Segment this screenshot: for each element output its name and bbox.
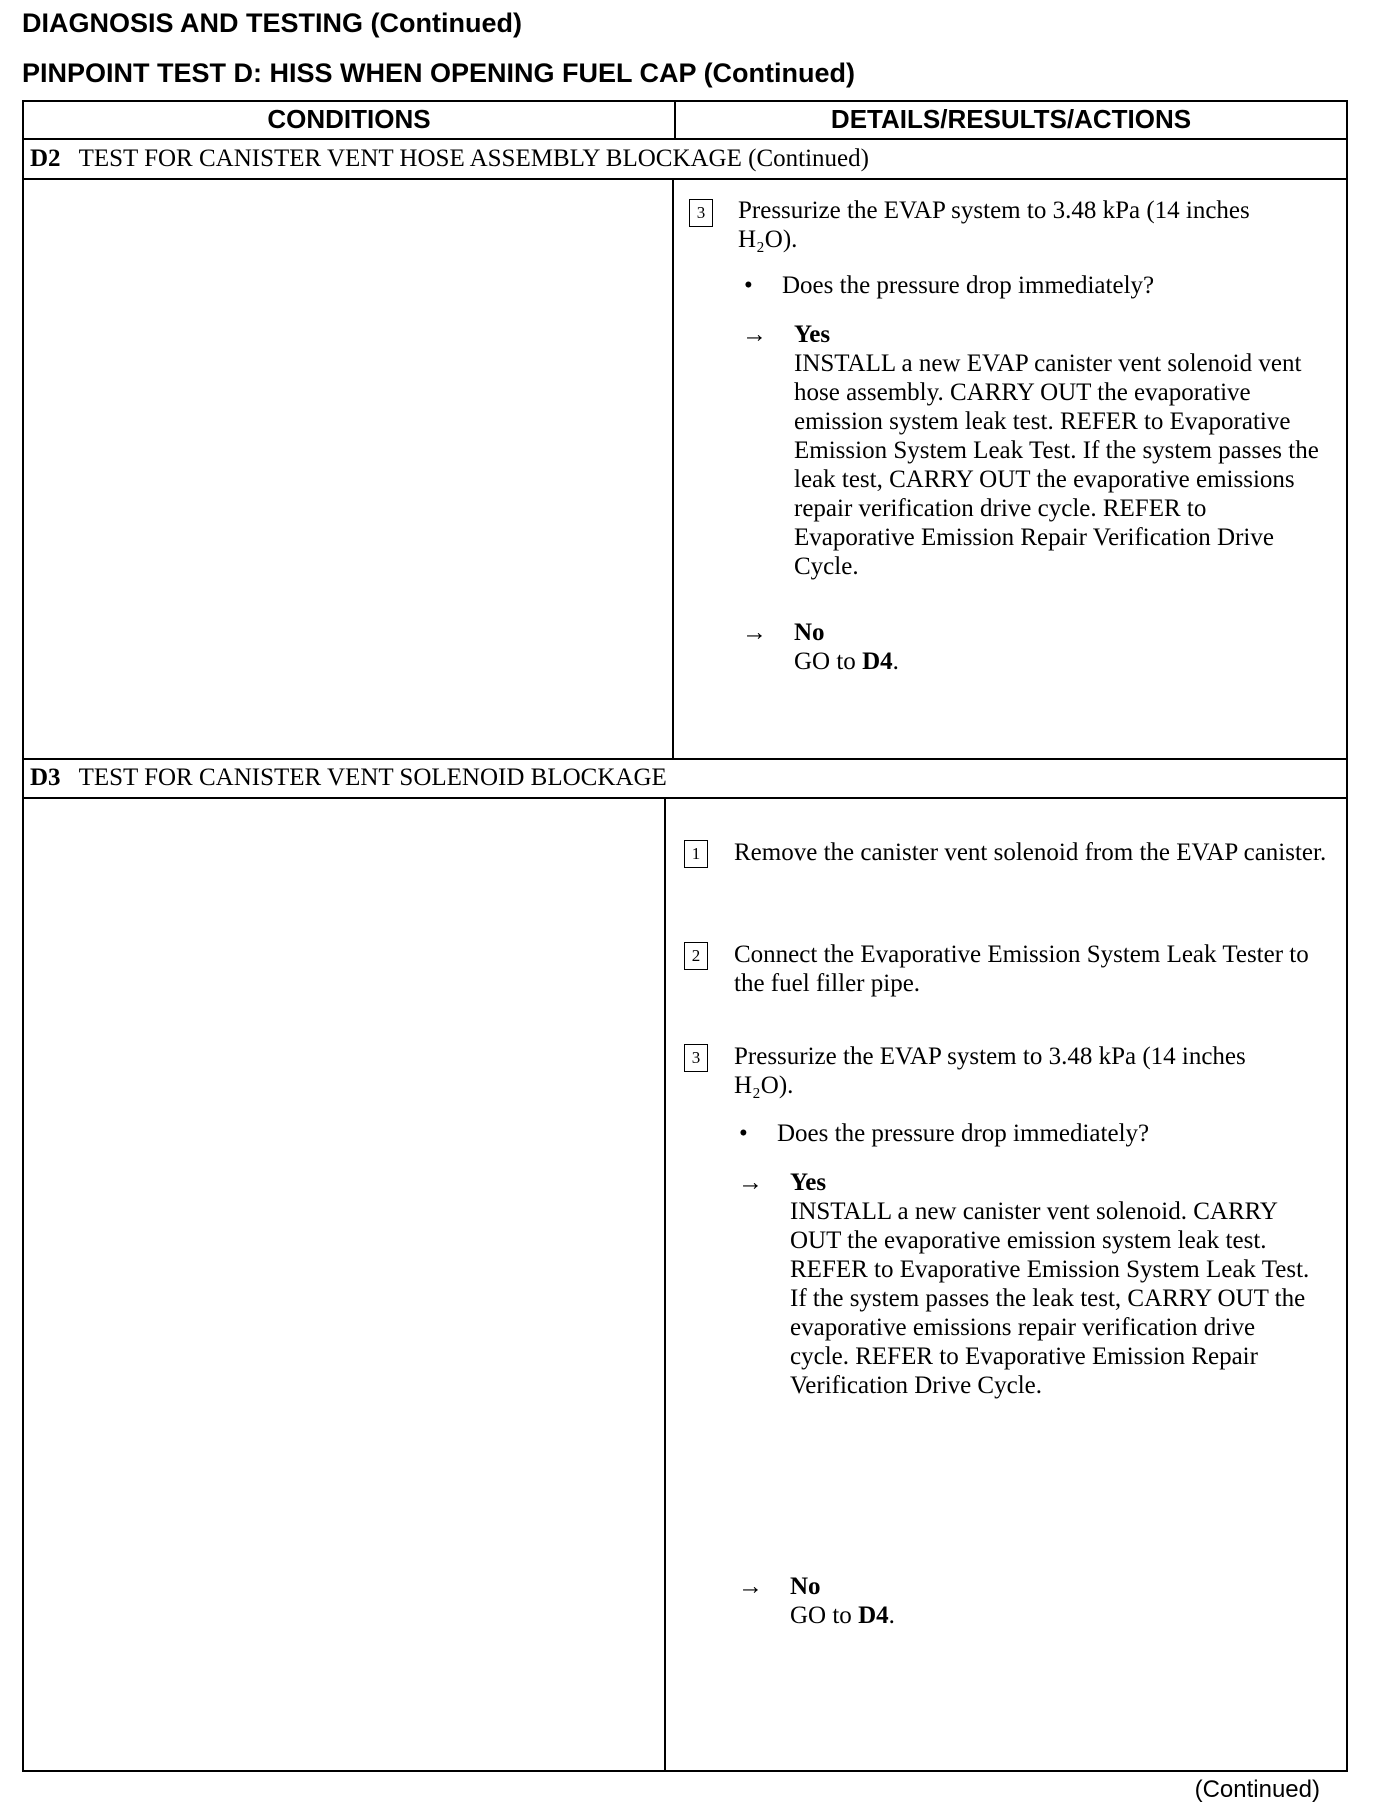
section-d2-rule bbox=[24, 178, 1346, 180]
bullet-icon: • bbox=[739, 1120, 748, 1147]
section-d3-title: TEST FOR CANISTER VENT SOLENOID BLOCKAGE bbox=[78, 764, 667, 791]
step-text: Pressurize the EVAP system to 3.48 kPa (14 inches H₂O). bbox=[738, 197, 1250, 253]
no-label: No bbox=[790, 1573, 821, 1600]
arrow-right-icon: → bbox=[738, 1573, 763, 1600]
section-d3-rule bbox=[24, 797, 1346, 799]
step-number-box: 1 bbox=[684, 840, 708, 868]
no-action-target: D4 bbox=[862, 648, 893, 675]
step-text: Connect the Evaporative Emission System Leak Tester to the fuel filler pipe. bbox=[734, 941, 1309, 997]
diagnosis-table bbox=[22, 100, 1348, 1772]
section-d2-divider bbox=[672, 178, 674, 758]
no-action-text: GO to bbox=[794, 648, 863, 675]
section-d3-header bbox=[30, 764, 667, 792]
header-rule bbox=[24, 138, 1346, 140]
pinpoint-test-title: PINPOINT TEST D: HISS WHEN OPENING FUEL CAP (Continued) bbox=[22, 58, 856, 88]
column-header-details: DETAILS/RESULTS/ACTIONS bbox=[830, 104, 1192, 134]
arrow-right-icon: → bbox=[742, 321, 767, 348]
yes-action-text: INSTALL a new EVAP canister vent solenoid vent hose assembly. CARRY OUT the evaporative emission system leak test. REFER to Evaporative Emission System Leak Test. If the system passes the leak test, CARRY OUT the evaporative emissions repair verification drive cycle. REFER to Evaporative Emission Repair Verification Drive Cycle. bbox=[794, 350, 1319, 580]
section-d2-title: TEST FOR CANISTER VENT HOSE ASSEMBLY BLOCKAGE (Continued) bbox=[78, 145, 869, 172]
section-d3-top-rule bbox=[24, 758, 1346, 760]
arrow-right-icon: → bbox=[742, 619, 767, 646]
bullet-icon: • bbox=[744, 272, 753, 299]
step-number-box: 2 bbox=[684, 942, 708, 970]
no-action-end: . bbox=[892, 648, 899, 675]
yes-action bbox=[794, 349, 1324, 581]
no-action bbox=[794, 647, 1324, 676]
step-text: Remove the canister vent solenoid from the EVAP canister. bbox=[734, 839, 1327, 866]
step-number-box: 3 bbox=[689, 199, 713, 227]
no-action-target: D4 bbox=[858, 1602, 889, 1629]
section-d2-header bbox=[30, 145, 869, 173]
yes-action-text: INSTALL a new canister vent solenoid. CARRY OUT the evaporative emission system leak test. bbox=[790, 1198, 1278, 1254]
step-number-box: 3 bbox=[684, 1044, 708, 1072]
section-d3-code: D3 bbox=[30, 764, 61, 791]
question-text: Does the pressure drop immediately? bbox=[777, 1120, 1150, 1147]
arrow-right-icon: → bbox=[738, 1169, 763, 1196]
section-d2-code: D2 bbox=[30, 145, 61, 172]
section-d3-divider bbox=[664, 797, 666, 1772]
no-label: No bbox=[794, 619, 825, 646]
header-divider bbox=[674, 102, 676, 138]
yes-label: Yes bbox=[790, 1169, 827, 1196]
question-text: Does the pressure drop immediately? bbox=[782, 272, 1155, 299]
yes-action bbox=[790, 1197, 1310, 1400]
page-title: DIAGNOSIS AND TESTING (Continued) bbox=[22, 8, 522, 38]
no-action bbox=[790, 1601, 1320, 1630]
continued-note: (Continued) bbox=[1194, 1776, 1320, 1803]
no-action-end: . bbox=[888, 1602, 895, 1629]
no-action-text: GO to bbox=[790, 1602, 859, 1629]
yes-action-text: REFER to Evaporative Emission System Leak Test. If the system passes the leak test, CARRY OUT the evaporative emissions repair verification drive cycle. REFER to Evaporative Emission Repair Verification Drive Cycle. bbox=[790, 1256, 1310, 1399]
step-text: Pressurize the EVAP system to 3.48 kPa (14 inches H₂O). bbox=[734, 1043, 1246, 1099]
yes-label: Yes bbox=[794, 321, 831, 348]
column-header-conditions: CONDITIONS bbox=[267, 104, 431, 134]
